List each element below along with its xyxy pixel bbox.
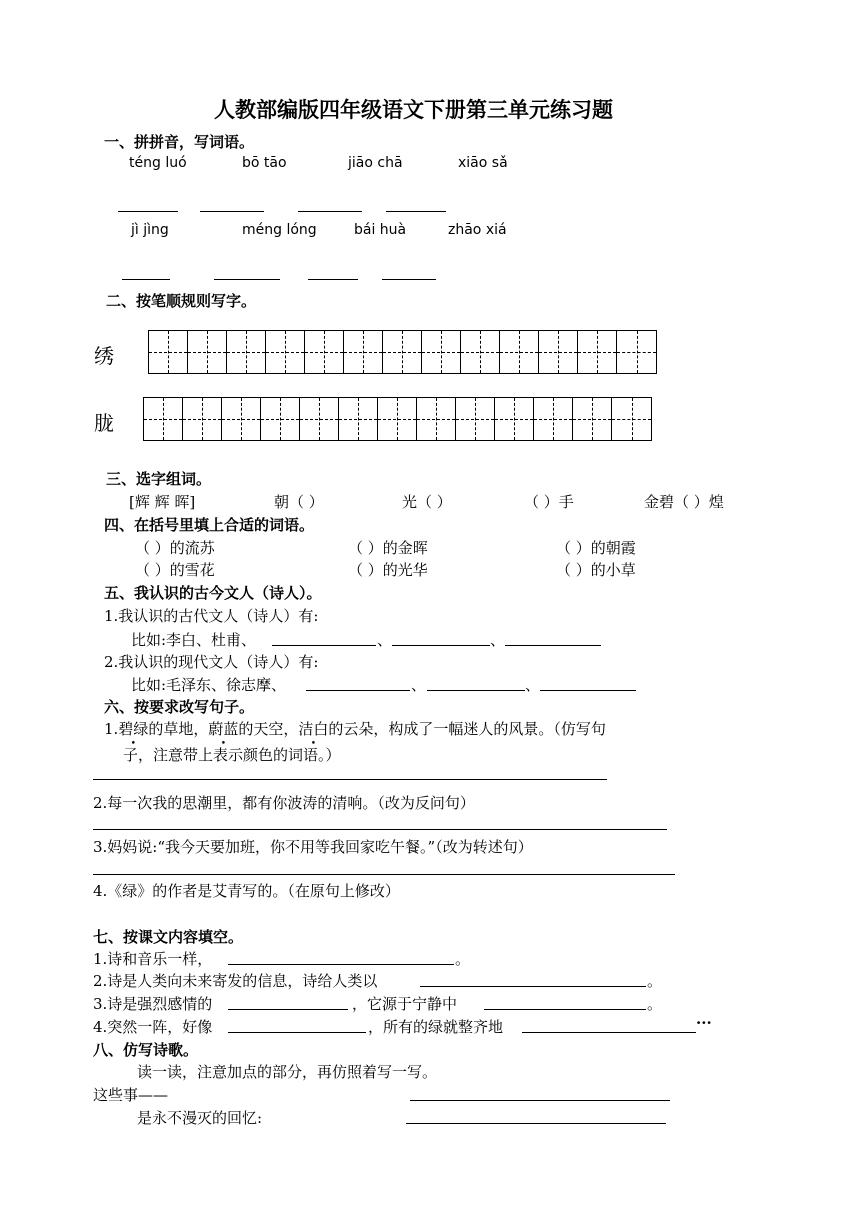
answer-line[interactable]: [228, 1009, 348, 1010]
question-7-1: 1.诗和音乐一样，: [93, 950, 213, 968]
fill-item: （ ）的朝霞: [556, 539, 636, 557]
answer-line[interactable]: [93, 874, 675, 875]
pinyin-2: bō tāo: [242, 155, 287, 171]
ellipsis: ···: [696, 1014, 712, 1032]
writing-grid-1[interactable]: [148, 330, 657, 374]
pinyin-3: jiāo chā: [348, 155, 403, 171]
writing-grid-2[interactable]: [143, 397, 652, 441]
answer-line[interactable]: [386, 211, 446, 212]
section-2-heading: 二、按笔顺规则写字。: [106, 292, 257, 310]
section-1-heading: 一、拼拼音，写词语。: [104, 133, 255, 151]
pinyin-4: xiāo sǎ: [458, 155, 508, 171]
fill-item: （ ）的流苏: [135, 539, 215, 557]
question-6-3: 3.妈妈说:“我今天要加班，你不用等我回家吃午餐。”（改为转述句）: [93, 838, 533, 856]
question-7-2: 2.诗是人类向未来寄发的信息，诗给人类以: [93, 972, 378, 990]
pinyin-6: méng lóng: [242, 222, 317, 238]
pinyin-5: jì jìng: [131, 222, 169, 238]
answer-line[interactable]: [484, 1009, 646, 1010]
answer-line[interactable]: [392, 645, 490, 646]
dotted-word: 蔚蓝: [208, 720, 239, 738]
answer-line[interactable]: [122, 279, 170, 280]
word-item: 金碧（ ）煌: [644, 493, 724, 511]
section-8-heading: 八、仿写诗歌。: [93, 1041, 199, 1059]
punctuation: 。: [647, 995, 663, 1013]
answer-line[interactable]: [540, 690, 636, 691]
practice-char-2: 胧: [94, 411, 114, 435]
instruction: 读一读，注意加点的部分，再仿照着写一写。: [137, 1063, 438, 1081]
section-3-heading: 三、选字组词。: [106, 470, 212, 488]
question-6-1-line2: 子，注意带上表示颜色的词语。）: [123, 746, 341, 764]
section-7-heading: 七、按课文内容填空。: [93, 928, 244, 946]
question-7-3-mid: ，它源于宁静中: [352, 995, 458, 1013]
answer-line[interactable]: [410, 1100, 670, 1101]
separator: 、: [377, 631, 393, 649]
dotted-word: 洁白: [298, 720, 329, 738]
section-6-heading: 六、按要求改写句子。: [104, 698, 255, 716]
answer-line[interactable]: [308, 279, 358, 280]
answer-line[interactable]: [298, 211, 362, 212]
question-5-1: 1.我认识的古代文人（诗人）有:: [104, 607, 319, 625]
answer-line[interactable]: [228, 964, 454, 965]
answer-line[interactable]: [505, 645, 601, 646]
fill-item: （ ）的金晖: [348, 539, 428, 557]
question-7-4-mid: ，所有的绿就整齐地: [368, 1018, 504, 1036]
pinyin-8: zhāo xiá: [448, 222, 507, 238]
example-5-2: 比如:毛泽东、徐志摩、: [131, 676, 287, 694]
poem-line-2: 是永不漫灭的回忆:: [137, 1109, 263, 1127]
punctuation: 。: [647, 972, 663, 990]
pinyin-1: téng luó: [129, 155, 187, 171]
separator: 、: [490, 631, 506, 649]
answer-line[interactable]: [93, 779, 607, 780]
separator: 、: [411, 676, 427, 694]
answer-line[interactable]: [406, 1123, 666, 1124]
fill-item: （ ）的雪花: [135, 561, 215, 579]
question-7-4: 4.突然一阵，好像: [93, 1018, 213, 1036]
answer-line[interactable]: [427, 690, 525, 691]
question-5-2: 2.我认识的现代文人（诗人）有:: [104, 653, 319, 671]
question-6-2: 2.每一次我的思潮里，都有你波涛的清响。（改为反问句）: [93, 794, 475, 812]
pinyin-7: bái huà: [354, 222, 407, 238]
practice-char-1: 绣: [94, 344, 114, 368]
answer-line[interactable]: [272, 645, 376, 646]
section-5-heading: 五、我认识的古今文人（诗人）。: [104, 584, 322, 602]
poem-line-1: 这些事——: [93, 1086, 169, 1104]
punctuation: 。: [455, 950, 471, 968]
char-options: [辉 辉 晖]: [129, 493, 196, 511]
answer-line[interactable]: [382, 279, 436, 280]
answer-line[interactable]: [200, 211, 264, 212]
example-5-1: 比如:李白、杜甫、: [131, 631, 257, 649]
section-4-heading: 四、在括号里填上合适的词语。: [104, 516, 315, 534]
separator: 、: [525, 676, 541, 694]
question-6-4: 4.《绿》的作者是艾青写的。（在原句上修改）: [93, 882, 400, 900]
dotted-word: 碧绿: [118, 720, 149, 738]
answer-line[interactable]: [214, 279, 280, 280]
question-7-3: 3.诗是强烈感情的: [93, 995, 213, 1013]
answer-line[interactable]: [522, 1032, 696, 1033]
question-6-1: 1.碧绿的草地，蔚蓝的天空，洁白的云朵，构成了一幅迷人的风景。（仿写句: [104, 720, 606, 738]
word-item: 光（ ）: [402, 493, 452, 511]
answer-line[interactable]: [228, 1032, 366, 1033]
page-title: 人教部编版四年级语文下册第三单元练习题: [214, 97, 613, 122]
fill-item: （ ）的小草: [556, 561, 636, 579]
answer-line[interactable]: [93, 829, 667, 830]
word-item: （ ）手: [524, 493, 574, 511]
answer-line[interactable]: [420, 986, 646, 987]
answer-line[interactable]: [306, 690, 410, 691]
word-item: 朝（ ）: [274, 493, 324, 511]
answer-line[interactable]: [118, 211, 178, 212]
fill-item: （ ）的光华: [348, 561, 428, 579]
